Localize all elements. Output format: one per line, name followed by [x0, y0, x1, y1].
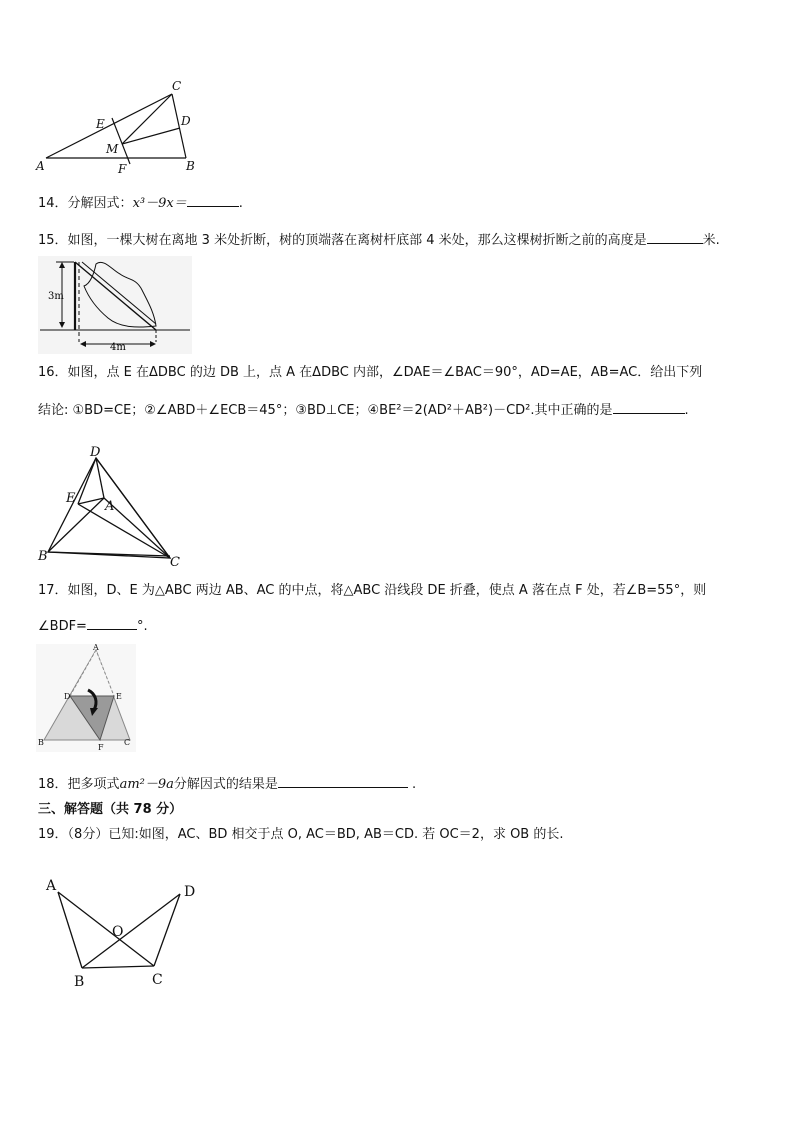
label-a: A [46, 878, 57, 894]
question-15: 15．如图，一棵大树在离地 3 米处折断，树的顶端落在离树杆底部 4 米处，那么这棵树折断之前的高度是 米. [38, 230, 720, 250]
question-number: 18． [38, 777, 68, 792]
answer-blank[interactable] [87, 616, 137, 630]
segment-ac [58, 892, 154, 966]
segment-bc [82, 966, 154, 968]
label-c: C [152, 972, 163, 988]
segment-dc [154, 894, 180, 966]
label-b: B [38, 738, 44, 747]
base-label: 4m [110, 342, 126, 353]
question-text: （8分）已知:如图，AC、BD 相交于点 O, AC＝BD, AB＝CD. 若 OC＝2，求 OB 的长. [67, 827, 564, 842]
question-17-line2: ∠BDF= °. [38, 616, 148, 636]
label-a: A [105, 499, 115, 514]
question-number: 15． [38, 233, 68, 248]
question-16-line2: 结论: ①BD=CE；②∠ABD＋∠ECB＝45°；③BD⊥CE；④BE²＝2(AD²＋AB²)－CD².其中正确的是 . [38, 400, 689, 420]
label-b: B [74, 974, 85, 990]
answer-blank[interactable] [613, 400, 685, 414]
label-c: C [170, 555, 180, 568]
question-number: 17． [38, 583, 68, 598]
question-19 [38, 826, 564, 844]
label-f: F [118, 162, 127, 176]
question-text: 如图，点 E 在ΔDBC 的边 DB 上，点 A 在ΔDBC 内部，∠DAE＝∠BAC＝90°，AD=AE，AB=AC．给出下列 [67, 365, 703, 380]
question-text: 如图，D、E 为△ABC 两边 AB、AC 的中点，将△ABC 沿线段 DE 折叠，使点 A 落在点 F 处，若∠B=55°，则 [67, 583, 707, 598]
label-e: E [116, 692, 122, 701]
label-m: M [106, 142, 119, 156]
question-14: 14．分解因式：x³－9x＝ . [38, 193, 243, 213]
label-a: A [93, 644, 99, 652]
label-d: D [181, 114, 191, 128]
label-c: C [124, 738, 131, 747]
figure-q15-tree [38, 256, 192, 354]
figure-q17 [36, 644, 136, 752]
question-number: 16． [38, 365, 68, 380]
figure-q16 [34, 444, 186, 568]
question-text: 如图，一棵大树在离地 3 米处折断，树的顶端落在离树杆底部 4 米处，那么这棵树折断之前的高度是 [67, 233, 647, 248]
label-c: C [172, 79, 182, 93]
segment-ab [58, 892, 82, 968]
label-e: E [66, 491, 76, 506]
label-f: F [98, 743, 104, 752]
label-o: O [112, 924, 124, 940]
section-heading: 三、解答题（共 78 分） [38, 802, 183, 817]
math-expression: am²－9a [119, 777, 174, 792]
answer-blank[interactable] [647, 230, 703, 244]
answer-blank[interactable] [278, 774, 408, 788]
question-text: 分解因式： [67, 196, 133, 211]
conclusions-text: 结论: ①BD=CE；②∠ABD＋∠ECB＝45°；③BD⊥CE；④BE²＝2(AD²＋AB²)－CD².其中正确的是 [38, 403, 613, 418]
label-d: D [64, 692, 71, 701]
segment-ef [112, 118, 130, 164]
label-d: D [184, 884, 196, 900]
height-label: 3m [48, 291, 64, 302]
figure-q19 [40, 876, 200, 994]
segment-ba [48, 498, 104, 552]
label-b: B [186, 159, 195, 173]
question-18: 18．把多项式am²－9a分解因式的结果是 . [38, 774, 416, 794]
question-number: 19． [38, 827, 68, 842]
label-d: D [90, 445, 101, 460]
answer-blank[interactable] [187, 193, 239, 207]
label-b: B [38, 549, 48, 564]
segment-db [82, 894, 180, 968]
question-number: 14． [38, 196, 68, 211]
math-expression: x³－9x＝ [132, 196, 187, 211]
question-16 [38, 364, 702, 382]
label-e: E [96, 117, 105, 131]
figure-q13 [34, 78, 204, 176]
label-a: A [36, 159, 45, 173]
segment-ec [78, 504, 170, 558]
question-17 [38, 582, 706, 600]
